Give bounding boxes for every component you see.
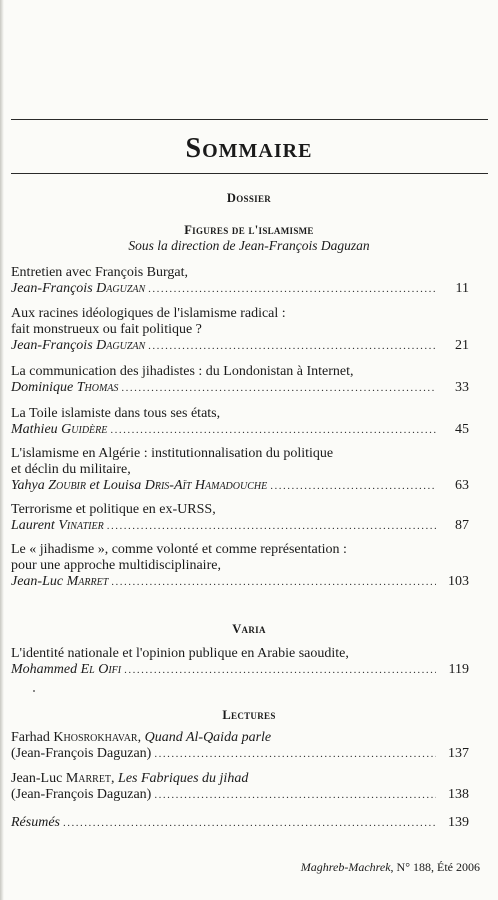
- entry-author: Mohammed El Oifi: [11, 662, 122, 677]
- entry-page: 139: [448, 815, 469, 830]
- dossier-direction: Sous la direction de Jean-François Daguzan: [128, 238, 370, 253]
- entry-title: et déclin du militaire,: [11, 462, 131, 477]
- leader-dots: [110, 422, 436, 438]
- entry-title: La Toile islamiste dans tous ses états,: [11, 406, 221, 421]
- entry-author: Jean-François Daguzan: [11, 281, 146, 296]
- toc-entry-urss[interactable]: [11, 502, 469, 534]
- entry-reviewer: (Jean-François Daguzan): [11, 787, 152, 802]
- leader-dots: [107, 518, 436, 534]
- entry-page: 63: [455, 478, 469, 493]
- toc-entry-jihadisme[interactable]: [11, 542, 469, 590]
- section-lectures-label: Lectures: [222, 708, 276, 722]
- entry-page: 119: [448, 662, 469, 677]
- journal-footer: Maghreb-Machrek, N° 188, Été 2006: [300, 860, 480, 874]
- leader-dots: [154, 787, 436, 803]
- entry-title: L'identité nationale et l'opinion publique en Arabie saoudite,: [11, 646, 349, 661]
- entry-reviewer: (Jean-François Daguzan): [11, 746, 152, 761]
- section-dossier-label: Dossier: [226, 191, 272, 205]
- toc-entry-lecture-qaida[interactable]: [11, 730, 469, 762]
- toc-entry-algerie[interactable]: [11, 446, 469, 494]
- entry-title: Terrorisme et politique en ex-URSS,: [11, 502, 216, 517]
- entry-page: 45: [455, 422, 469, 437]
- entry-author: Jean-Luc Marret: [11, 574, 109, 589]
- leader-dots: [270, 478, 436, 494]
- leader-dots: [63, 815, 436, 831]
- entry-author: Yahya Zoubir et Louisa Dris-Aït Hamadouche: [11, 478, 268, 493]
- dossier-heading: Figures de l'islamisme: [184, 223, 314, 237]
- leader-dots: [124, 662, 436, 678]
- leader-dots: [148, 281, 436, 297]
- entry-title: Aux racines idéologiques de l'islamisme radical :: [11, 306, 286, 321]
- entry-page: 11: [455, 281, 469, 296]
- toc-entry-communication[interactable]: [11, 364, 469, 396]
- leader-dots: [121, 380, 436, 396]
- entry-page: 33: [455, 380, 469, 395]
- entry-author: Dominique Thomas: [11, 380, 119, 395]
- top-rule: [11, 119, 488, 120]
- title-rule: [11, 173, 488, 174]
- page-title: Sommaire: [185, 133, 313, 164]
- toc-entry-arabie[interactable]: [11, 646, 469, 678]
- leader-dots: [111, 574, 436, 590]
- leader-dots: [154, 746, 436, 762]
- toc-entry-resumes[interactable]: [11, 815, 469, 831]
- section-varia-label: Varia: [232, 622, 266, 636]
- entry-title: La communication des jihadistes : du Londonistan à Internet,: [11, 364, 354, 379]
- entry-title: Farhad Khosrokhavar, Quand Al-Qaida parle: [11, 730, 272, 745]
- entry-title: Entretien avec François Burgat,: [11, 265, 189, 280]
- leader-dots: [148, 338, 436, 354]
- print-speck: [33, 690, 35, 692]
- entry-author: Laurent Vinatier: [11, 518, 104, 533]
- entry-page: 138: [448, 787, 469, 802]
- toc-entry-lecture-fabriques[interactable]: [11, 771, 469, 803]
- entry-title: Jean-Luc Marret, Les Fabriques du jihad: [11, 771, 249, 786]
- entry-author: Jean-François Daguzan: [11, 338, 146, 353]
- entry-title: Le « jihadisme », comme volonté et comme représentation :: [11, 542, 347, 557]
- entry-title: Résumés: [11, 815, 60, 830]
- toc-entry-toile[interactable]: [11, 406, 469, 438]
- entry-title: fait monstrueux ou fait politique ?: [11, 322, 202, 337]
- entry-title: pour une approche multidisciplinaire,: [11, 558, 221, 573]
- entry-page: 137: [448, 746, 469, 761]
- entry-page: 87: [455, 518, 469, 533]
- entry-page: 21: [455, 338, 469, 353]
- entry-title: L'islamisme en Algérie : institutionnalisation du politique: [11, 446, 334, 461]
- entry-page: 103: [448, 574, 469, 589]
- toc-entry-burgat[interactable]: [11, 265, 469, 297]
- toc-entry-racines[interactable]: [11, 306, 469, 354]
- entry-author: Mathieu Guidère: [11, 422, 108, 437]
